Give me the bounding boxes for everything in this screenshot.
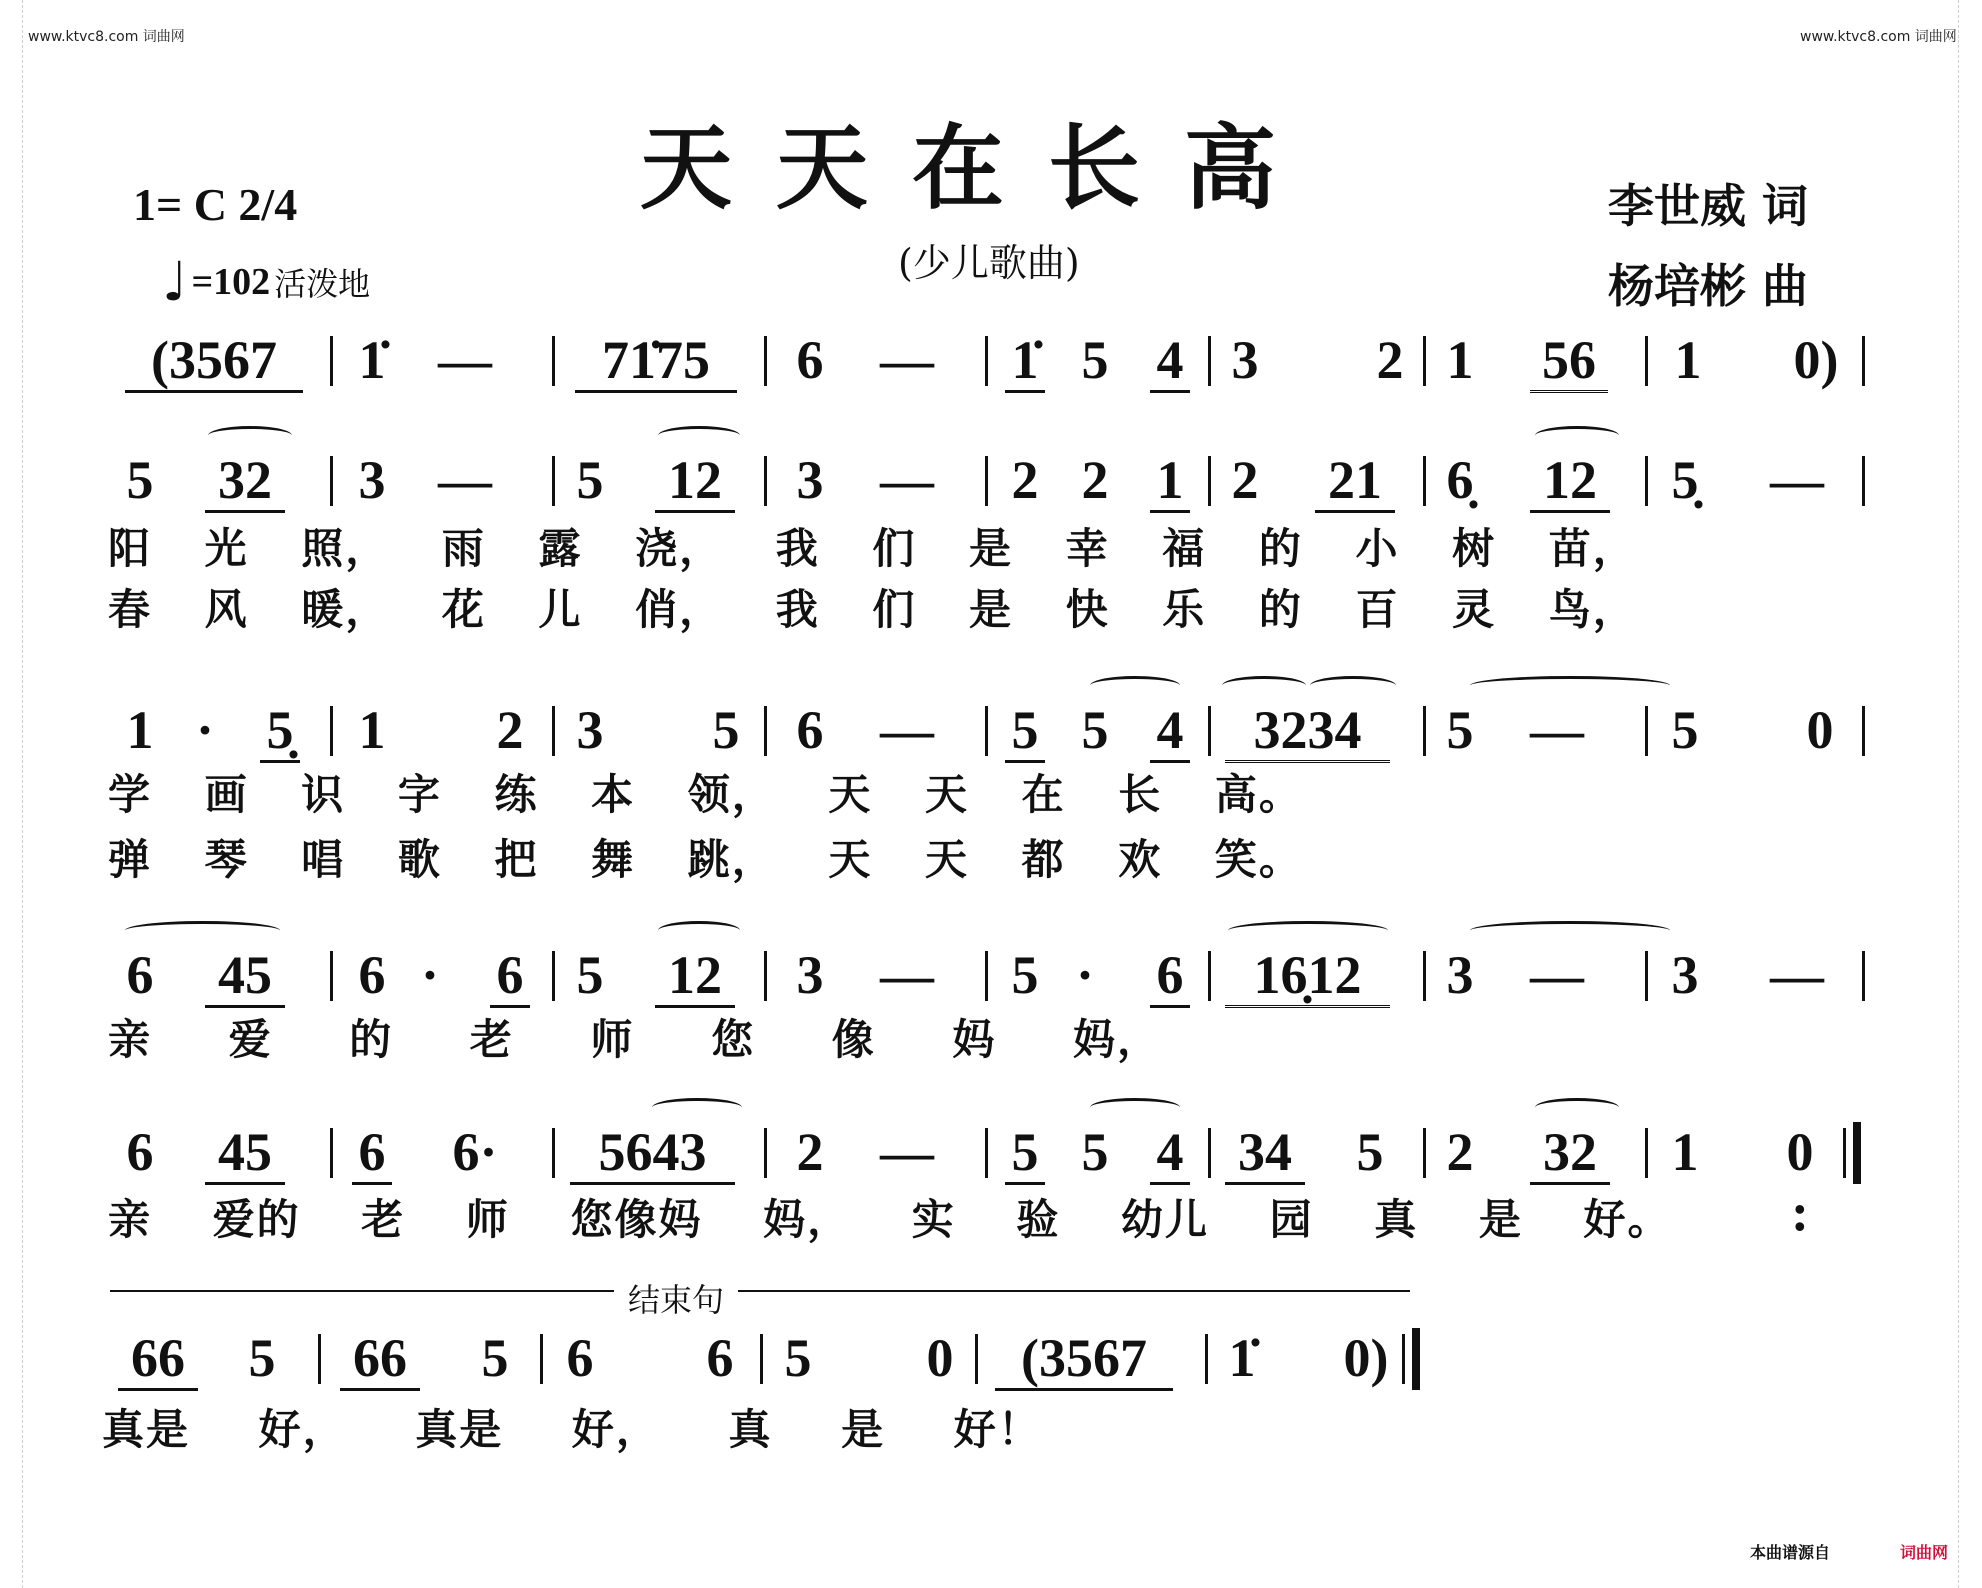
barline bbox=[1208, 456, 1211, 506]
lyric-verse-2: 弹 琴 唱 歌 把 舞 跳， 天 天 都 欢 笑。 bbox=[108, 835, 1303, 884]
note: 5 bbox=[1011, 945, 1039, 1005]
note-group: 32 bbox=[205, 450, 285, 513]
note: 4 bbox=[1150, 700, 1190, 763]
note: 2 bbox=[1446, 1122, 1474, 1182]
note: 6 bbox=[352, 1122, 392, 1185]
note: 6 bbox=[796, 330, 824, 390]
note: — bbox=[1770, 945, 1824, 1005]
lyricist-credit: 李世威 词 bbox=[1608, 179, 1809, 233]
note: 5 bbox=[1081, 700, 1109, 760]
note: 6 bbox=[566, 1328, 594, 1388]
note: 3 bbox=[576, 700, 604, 760]
final-barline bbox=[1412, 1328, 1420, 1390]
note: 6 bbox=[358, 945, 386, 1005]
note: 6 bbox=[490, 945, 530, 1008]
barline bbox=[552, 336, 555, 386]
barline bbox=[764, 951, 767, 1001]
note-group: (3567 bbox=[995, 1328, 1173, 1391]
note-group: 16̣12 bbox=[1225, 945, 1390, 1008]
slur bbox=[1228, 921, 1388, 940]
note: 5 bbox=[1446, 700, 1474, 760]
score-line-2 bbox=[0, 450, 1982, 530]
quarter-note-icon: ♩ bbox=[162, 250, 188, 313]
note: 5 bbox=[712, 700, 740, 760]
note: 1 bbox=[1446, 330, 1474, 390]
note: 6 bbox=[796, 700, 824, 760]
note: — bbox=[1530, 945, 1584, 1005]
note: 3 bbox=[796, 945, 824, 1005]
barline bbox=[1208, 1128, 1211, 1178]
note: 1 bbox=[1674, 330, 1702, 390]
slur bbox=[1535, 1098, 1619, 1117]
note: 5 bbox=[1005, 700, 1045, 763]
barline bbox=[1862, 456, 1865, 506]
note: 5 bbox=[576, 945, 604, 1005]
note: — bbox=[880, 700, 934, 760]
key-signature: 1= C 2/4 bbox=[133, 179, 298, 230]
barline bbox=[1645, 951, 1648, 1001]
note: 5 bbox=[481, 1328, 509, 1388]
note: 0 bbox=[926, 1328, 954, 1388]
note: — bbox=[880, 330, 934, 390]
slur bbox=[658, 426, 740, 445]
note: 3 bbox=[1671, 945, 1699, 1005]
barline bbox=[552, 456, 555, 506]
score-line-6 bbox=[0, 1328, 1982, 1408]
slur bbox=[125, 921, 280, 940]
barline bbox=[985, 951, 988, 1001]
note: — bbox=[1770, 450, 1824, 510]
slur bbox=[1310, 676, 1396, 695]
barline bbox=[985, 336, 988, 386]
slur bbox=[1470, 921, 1670, 940]
note: 6 bbox=[126, 1122, 154, 1182]
note-group: 12 bbox=[655, 945, 735, 1008]
barline bbox=[764, 706, 767, 756]
note-group: 3234 bbox=[1225, 700, 1390, 763]
song-subtitle: (少儿歌曲) bbox=[898, 241, 1080, 285]
note-group: (3567 bbox=[125, 330, 303, 393]
barline bbox=[1423, 1128, 1426, 1178]
note: 0) bbox=[1343, 1328, 1389, 1388]
barline bbox=[1645, 1128, 1648, 1178]
note-group: 56 bbox=[1530, 330, 1608, 393]
barline bbox=[1843, 1128, 1846, 1178]
lyric-verse-1: 真是 好， 真是 好， 真 是 好！ bbox=[102, 1405, 1042, 1454]
note: 6̣ bbox=[1446, 450, 1474, 510]
note: 3 bbox=[358, 450, 386, 510]
barline bbox=[540, 1334, 543, 1384]
slur bbox=[1090, 676, 1180, 695]
barline bbox=[985, 706, 988, 756]
note: · bbox=[1075, 945, 1094, 1005]
note: 2 bbox=[1011, 450, 1039, 510]
barline bbox=[985, 1128, 988, 1178]
slur bbox=[1090, 1098, 1180, 1117]
site-watermark-left: www.ktvc8.com 词曲网 bbox=[28, 29, 185, 45]
note: 6· bbox=[452, 1122, 498, 1182]
barline bbox=[1423, 951, 1426, 1001]
note: 1̇ bbox=[1228, 1328, 1256, 1388]
footer-brand-link[interactable]: 词曲网 bbox=[1900, 1543, 1949, 1562]
tempo-value: =102 bbox=[191, 260, 271, 303]
note: 3 bbox=[1231, 330, 1259, 390]
note: 5 bbox=[576, 450, 604, 510]
note-group: 32 bbox=[1530, 1122, 1610, 1185]
slur bbox=[208, 426, 292, 445]
slur bbox=[1222, 676, 1306, 695]
coda-bracket bbox=[110, 1290, 1410, 1316]
barline bbox=[1402, 1334, 1405, 1384]
barline bbox=[1862, 336, 1865, 386]
note: 5̣ bbox=[1671, 450, 1699, 510]
note: 2 bbox=[796, 1122, 824, 1182]
score-line-3 bbox=[0, 700, 1982, 780]
note-group: 5643 bbox=[570, 1122, 735, 1185]
note: — bbox=[880, 1122, 934, 1182]
barline bbox=[552, 951, 555, 1001]
score-line-4 bbox=[0, 945, 1982, 1025]
note: · bbox=[195, 700, 214, 760]
barline bbox=[1205, 1334, 1208, 1384]
barline bbox=[330, 706, 333, 756]
note-group: 45 bbox=[205, 1122, 285, 1185]
barline bbox=[1645, 706, 1648, 756]
tempo-expression: 活泼地 bbox=[274, 264, 371, 303]
note: 2 bbox=[1376, 330, 1404, 390]
note: 1 bbox=[1150, 450, 1190, 513]
barline bbox=[1645, 456, 1648, 506]
barline bbox=[764, 1128, 767, 1178]
site-watermark-right: www.ktvc8.com 词曲网 bbox=[1800, 29, 1957, 45]
barline bbox=[1423, 456, 1426, 506]
note: 0) bbox=[1793, 330, 1839, 390]
barline bbox=[764, 456, 767, 506]
slur bbox=[652, 1098, 742, 1117]
note: 5 bbox=[1081, 330, 1109, 390]
barline bbox=[1862, 706, 1865, 756]
barline bbox=[975, 1334, 978, 1384]
note: 5 bbox=[1671, 700, 1699, 760]
note: 1 bbox=[126, 700, 154, 760]
barline bbox=[764, 336, 767, 386]
note: 2 bbox=[1231, 450, 1259, 510]
note-group: 66 bbox=[340, 1328, 420, 1391]
barline bbox=[985, 456, 988, 506]
slur bbox=[1535, 426, 1619, 445]
lyric-verse-1: 阳 光 照， 雨 露 浇， 我 们 是 幸 福 的 小 树 苗， bbox=[108, 524, 1637, 573]
note-group: 12 bbox=[655, 450, 735, 513]
lyric-verse-2: 春 风 暖， 花 儿 俏， 我 们 是 快 乐 的 百 灵 鸟， bbox=[108, 585, 1637, 634]
note: 5 bbox=[784, 1328, 812, 1388]
note: 5̣ bbox=[260, 700, 300, 763]
barline bbox=[1862, 951, 1865, 1001]
note-group: 45 bbox=[205, 945, 285, 1008]
note: 5 bbox=[1081, 1122, 1109, 1182]
note: 2 bbox=[496, 700, 524, 760]
barline bbox=[552, 1128, 555, 1178]
footer-source-label: 本曲谱源自 bbox=[1750, 1543, 1831, 1562]
note: — bbox=[1530, 700, 1584, 760]
slur bbox=[658, 921, 740, 940]
note: 0 bbox=[1806, 700, 1834, 760]
note: 1̇ bbox=[1005, 330, 1045, 393]
note: — bbox=[438, 330, 492, 390]
note: — bbox=[880, 945, 934, 1005]
note: — bbox=[880, 450, 934, 510]
note: 3 bbox=[796, 450, 824, 510]
note: 6 bbox=[126, 945, 154, 1005]
note: 4 bbox=[1150, 1122, 1190, 1185]
barline bbox=[1423, 336, 1426, 386]
note: 1 bbox=[358, 700, 386, 760]
note: 1̇ bbox=[358, 330, 386, 390]
note-group: 21 bbox=[1315, 450, 1395, 513]
coda-label: 结束句 bbox=[614, 1275, 738, 1321]
note-group: 12 bbox=[1530, 450, 1610, 513]
score-line-1 bbox=[0, 330, 1982, 410]
note: 4 bbox=[1150, 330, 1190, 393]
note: 5 bbox=[1005, 1122, 1045, 1185]
composer-credit: 杨培彬 曲 bbox=[1608, 259, 1809, 313]
note: 6 bbox=[706, 1328, 734, 1388]
lyric-verse-1: 亲 爱 的 老 师 您 像 妈 妈， bbox=[108, 1015, 1161, 1064]
tempo-marking bbox=[162, 250, 370, 313]
barline bbox=[1208, 706, 1211, 756]
note: 5 bbox=[1356, 1122, 1384, 1182]
song-title: 天天在长高 bbox=[640, 114, 1321, 222]
barline bbox=[330, 1128, 333, 1178]
note: 2 bbox=[1081, 450, 1109, 510]
repeat-end-barline bbox=[1853, 1122, 1861, 1184]
barline bbox=[1645, 336, 1648, 386]
note: 3 bbox=[1446, 945, 1474, 1005]
note-group: 66 bbox=[118, 1328, 198, 1391]
lyric-verse-1: 亲 爱的 老 师 您像妈 妈， 实 验 幼儿 园 真 是 好。 bbox=[108, 1195, 1672, 1244]
barline bbox=[330, 456, 333, 506]
barline bbox=[1208, 951, 1211, 1001]
barline bbox=[330, 951, 333, 1001]
note: 1 bbox=[1671, 1122, 1699, 1182]
note: · bbox=[420, 945, 439, 1005]
note: 5 bbox=[248, 1328, 276, 1388]
note: 5 bbox=[126, 450, 154, 510]
lyric-verse-1: 学 画 识 字 练 本 领， 天 天 在 长 高。 bbox=[108, 770, 1303, 819]
note: — bbox=[438, 450, 492, 510]
barline bbox=[318, 1334, 321, 1384]
barline bbox=[1208, 336, 1211, 386]
note: 6 bbox=[1150, 945, 1190, 1008]
note-group: 71̇75 bbox=[575, 330, 737, 393]
barline bbox=[1423, 706, 1426, 756]
barline bbox=[760, 1334, 763, 1384]
note: 0 : bbox=[1786, 1122, 1814, 1242]
slur bbox=[1470, 676, 1670, 695]
barline bbox=[552, 706, 555, 756]
note-group: 34 bbox=[1225, 1122, 1305, 1185]
barline bbox=[330, 336, 333, 386]
